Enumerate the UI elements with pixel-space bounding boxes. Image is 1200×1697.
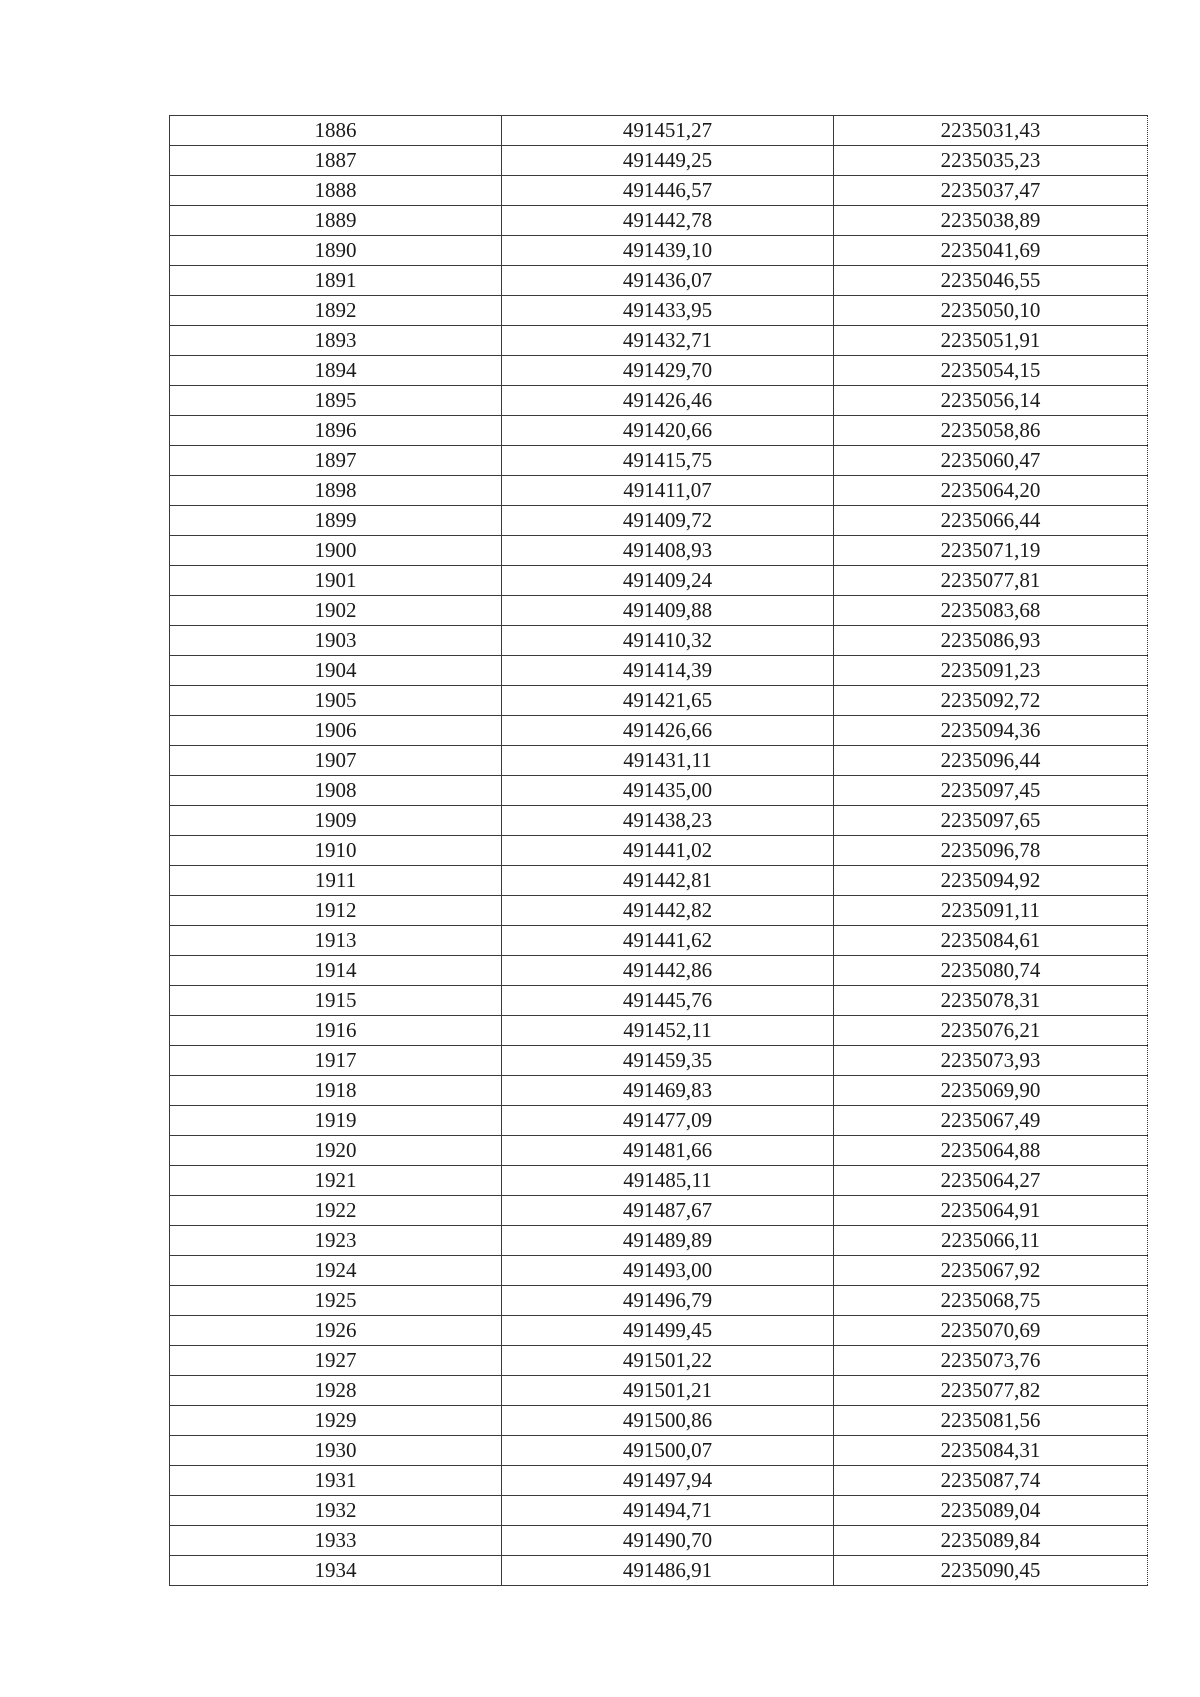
y-coordinate-cell: 2235084,61 <box>834 926 1148 956</box>
y-coordinate-cell: 2235058,86 <box>834 416 1148 446</box>
x-coordinate-cell: 491494,71 <box>502 1496 834 1526</box>
y-coordinate-cell: 2235094,92 <box>834 866 1148 896</box>
table-row <box>170 236 1148 266</box>
point-number-cell: 1916 <box>170 1016 502 1046</box>
table-row <box>170 536 1148 566</box>
y-coordinate-cell: 2235092,72 <box>834 686 1148 716</box>
table-row <box>170 446 1148 476</box>
table-row <box>170 1286 1148 1316</box>
y-coordinate-cell: 2235077,82 <box>834 1376 1148 1406</box>
y-coordinate-cell: 2235097,45 <box>834 776 1148 806</box>
point-number-cell: 1902 <box>170 596 502 626</box>
point-number-cell: 1894 <box>170 356 502 386</box>
point-number-cell: 1914 <box>170 956 502 986</box>
y-coordinate-cell: 2235081,56 <box>834 1406 1148 1436</box>
y-coordinate-cell: 2235089,04 <box>834 1496 1148 1526</box>
y-coordinate-cell: 2235090,45 <box>834 1556 1148 1586</box>
point-number-cell: 1887 <box>170 146 502 176</box>
table-row <box>170 386 1148 416</box>
table-row <box>170 1226 1148 1256</box>
y-coordinate-cell: 2235083,68 <box>834 596 1148 626</box>
y-coordinate-cell: 2235035,23 <box>834 146 1148 176</box>
table-row <box>170 356 1148 386</box>
y-coordinate-cell: 2235041,69 <box>834 236 1148 266</box>
y-coordinate-cell: 2235087,74 <box>834 1466 1148 1496</box>
table-row <box>170 776 1148 806</box>
point-number-cell: 1922 <box>170 1196 502 1226</box>
point-number-cell: 1892 <box>170 296 502 326</box>
table-row <box>170 566 1148 596</box>
table-row <box>170 416 1148 446</box>
x-coordinate-cell: 491409,24 <box>502 566 834 596</box>
y-coordinate-cell: 2235067,49 <box>834 1106 1148 1136</box>
point-number-cell: 1930 <box>170 1436 502 1466</box>
x-coordinate-cell: 491431,11 <box>502 746 834 776</box>
point-number-cell: 1933 <box>170 1526 502 1556</box>
x-coordinate-cell: 491497,94 <box>502 1466 834 1496</box>
y-coordinate-cell: 2235067,92 <box>834 1256 1148 1286</box>
y-coordinate-cell: 2235071,19 <box>834 536 1148 566</box>
point-number-cell: 1895 <box>170 386 502 416</box>
point-number-cell: 1929 <box>170 1406 502 1436</box>
table-row <box>170 296 1148 326</box>
point-number-cell: 1903 <box>170 626 502 656</box>
table-row <box>170 656 1148 686</box>
table-row <box>170 896 1148 926</box>
y-coordinate-cell: 2235069,90 <box>834 1076 1148 1106</box>
x-coordinate-cell: 491414,39 <box>502 656 834 686</box>
point-number-cell: 1928 <box>170 1376 502 1406</box>
y-coordinate-cell: 2235054,15 <box>834 356 1148 386</box>
table-row <box>170 716 1148 746</box>
point-number-cell: 1927 <box>170 1346 502 1376</box>
table-row <box>170 956 1148 986</box>
x-coordinate-cell: 491485,11 <box>502 1166 834 1196</box>
y-coordinate-cell: 2235051,91 <box>834 326 1148 356</box>
x-coordinate-cell: 491415,75 <box>502 446 834 476</box>
y-coordinate-cell: 2235096,44 <box>834 746 1148 776</box>
point-number-cell: 1904 <box>170 656 502 686</box>
y-coordinate-cell: 2235078,31 <box>834 986 1148 1016</box>
table-row <box>170 476 1148 506</box>
x-coordinate-cell: 491435,00 <box>502 776 834 806</box>
y-coordinate-cell: 2235050,10 <box>834 296 1148 326</box>
y-coordinate-cell: 2235064,27 <box>834 1166 1148 1196</box>
y-coordinate-cell: 2235073,76 <box>834 1346 1148 1376</box>
x-coordinate-cell: 491445,76 <box>502 986 834 1016</box>
y-coordinate-cell: 2235038,89 <box>834 206 1148 236</box>
x-coordinate-cell: 491452,11 <box>502 1016 834 1046</box>
point-number-cell: 1899 <box>170 506 502 536</box>
y-coordinate-cell: 2235064,20 <box>834 476 1148 506</box>
table-row <box>170 1106 1148 1136</box>
table-row <box>170 176 1148 206</box>
point-number-cell: 1924 <box>170 1256 502 1286</box>
y-coordinate-cell: 2235046,55 <box>834 266 1148 296</box>
point-number-cell: 1932 <box>170 1496 502 1526</box>
point-number-cell: 1907 <box>170 746 502 776</box>
x-coordinate-cell: 491442,81 <box>502 866 834 896</box>
x-coordinate-cell: 491477,09 <box>502 1106 834 1136</box>
x-coordinate-cell: 491487,67 <box>502 1196 834 1226</box>
y-coordinate-cell: 2235077,81 <box>834 566 1148 596</box>
point-number-cell: 1920 <box>170 1136 502 1166</box>
table-row <box>170 1076 1148 1106</box>
point-number-cell: 1931 <box>170 1466 502 1496</box>
y-coordinate-cell: 2235073,93 <box>834 1046 1148 1076</box>
table-row <box>170 116 1148 146</box>
table-row <box>170 1046 1148 1076</box>
x-coordinate-cell: 491438,23 <box>502 806 834 836</box>
y-coordinate-cell: 2235089,84 <box>834 1526 1148 1556</box>
point-number-cell: 1901 <box>170 566 502 596</box>
x-coordinate-cell: 491489,89 <box>502 1226 834 1256</box>
x-coordinate-cell: 491442,78 <box>502 206 834 236</box>
table-row <box>170 1436 1148 1466</box>
y-coordinate-cell: 2235097,65 <box>834 806 1148 836</box>
x-coordinate-cell: 491436,07 <box>502 266 834 296</box>
point-number-cell: 1900 <box>170 536 502 566</box>
y-coordinate-cell: 2235064,88 <box>834 1136 1148 1166</box>
x-coordinate-cell: 491459,35 <box>502 1046 834 1076</box>
x-coordinate-cell: 491469,83 <box>502 1076 834 1106</box>
x-coordinate-cell: 491493,00 <box>502 1256 834 1286</box>
x-coordinate-cell: 491496,79 <box>502 1286 834 1316</box>
y-coordinate-cell: 2235076,21 <box>834 1016 1148 1046</box>
point-number-cell: 1891 <box>170 266 502 296</box>
point-number-cell: 1923 <box>170 1226 502 1256</box>
point-number-cell: 1896 <box>170 416 502 446</box>
point-number-cell: 1918 <box>170 1076 502 1106</box>
y-coordinate-cell: 2235037,47 <box>834 176 1148 206</box>
x-coordinate-cell: 491441,62 <box>502 926 834 956</box>
table-row <box>170 866 1148 896</box>
point-number-cell: 1912 <box>170 896 502 926</box>
table-row <box>170 1346 1148 1376</box>
table-row <box>170 1016 1148 1046</box>
table-row <box>170 266 1148 296</box>
x-coordinate-cell: 491433,95 <box>502 296 834 326</box>
x-coordinate-cell: 491409,88 <box>502 596 834 626</box>
point-number-cell: 1934 <box>170 1556 502 1586</box>
x-coordinate-cell: 491429,70 <box>502 356 834 386</box>
point-number-cell: 1905 <box>170 686 502 716</box>
y-coordinate-cell: 2235096,78 <box>834 836 1148 866</box>
y-coordinate-cell: 2235066,44 <box>834 506 1148 536</box>
table-row <box>170 1256 1148 1286</box>
y-coordinate-cell: 2235066,11 <box>834 1226 1148 1256</box>
x-coordinate-cell: 491499,45 <box>502 1316 834 1346</box>
table-row <box>170 1556 1148 1586</box>
point-number-cell: 1921 <box>170 1166 502 1196</box>
point-number-cell: 1910 <box>170 836 502 866</box>
x-coordinate-cell: 491420,66 <box>502 416 834 446</box>
point-number-cell: 1897 <box>170 446 502 476</box>
x-coordinate-cell: 491451,27 <box>502 116 834 146</box>
x-coordinate-cell: 491446,57 <box>502 176 834 206</box>
point-number-cell: 1926 <box>170 1316 502 1346</box>
table-row <box>170 596 1148 626</box>
table-row <box>170 146 1148 176</box>
table-row <box>170 1376 1148 1406</box>
y-coordinate-cell: 2235031,43 <box>834 116 1148 146</box>
x-coordinate-cell: 491442,82 <box>502 896 834 926</box>
point-number-cell: 1888 <box>170 176 502 206</box>
x-coordinate-cell: 491501,22 <box>502 1346 834 1376</box>
y-coordinate-cell: 2235060,47 <box>834 446 1148 476</box>
x-coordinate-cell: 491408,93 <box>502 536 834 566</box>
x-coordinate-cell: 491500,07 <box>502 1436 834 1466</box>
y-coordinate-cell: 2235091,11 <box>834 896 1148 926</box>
y-coordinate-cell: 2235056,14 <box>834 386 1148 416</box>
x-coordinate-cell: 491441,02 <box>502 836 834 866</box>
table-row <box>170 836 1148 866</box>
point-number-cell: 1913 <box>170 926 502 956</box>
x-coordinate-cell: 491432,71 <box>502 326 834 356</box>
y-coordinate-cell: 2235064,91 <box>834 1196 1148 1226</box>
x-coordinate-cell: 491426,66 <box>502 716 834 746</box>
y-coordinate-cell: 2235080,74 <box>834 956 1148 986</box>
table-row <box>170 326 1148 356</box>
point-number-cell: 1915 <box>170 986 502 1016</box>
table-row <box>170 1466 1148 1496</box>
table-row <box>170 686 1148 716</box>
x-coordinate-cell: 491421,65 <box>502 686 834 716</box>
point-number-cell: 1908 <box>170 776 502 806</box>
point-number-cell: 1925 <box>170 1286 502 1316</box>
table-row <box>170 746 1148 776</box>
table-row <box>170 206 1148 236</box>
x-coordinate-cell: 491439,10 <box>502 236 834 266</box>
coordinates-table-body <box>170 116 1148 1586</box>
table-row <box>170 986 1148 1016</box>
y-coordinate-cell: 2235084,31 <box>834 1436 1148 1466</box>
point-number-cell: 1911 <box>170 866 502 896</box>
table-row <box>170 1496 1148 1526</box>
point-number-cell: 1909 <box>170 806 502 836</box>
x-coordinate-cell: 491501,21 <box>502 1376 834 1406</box>
x-coordinate-cell: 491411,07 <box>502 476 834 506</box>
coordinates-table <box>169 115 1148 1586</box>
table-row <box>170 506 1148 536</box>
x-coordinate-cell: 491442,86 <box>502 956 834 986</box>
table-row <box>170 806 1148 836</box>
x-coordinate-cell: 491481,66 <box>502 1136 834 1166</box>
point-number-cell: 1917 <box>170 1046 502 1076</box>
table-row <box>170 1406 1148 1436</box>
y-coordinate-cell: 2235091,23 <box>834 656 1148 686</box>
y-coordinate-cell: 2235094,36 <box>834 716 1148 746</box>
y-coordinate-cell: 2235086,93 <box>834 626 1148 656</box>
y-coordinate-cell: 2235068,75 <box>834 1286 1148 1316</box>
table-row <box>170 1316 1148 1346</box>
table-row <box>170 1136 1148 1166</box>
table-row <box>170 926 1148 956</box>
x-coordinate-cell: 491449,25 <box>502 146 834 176</box>
table-row <box>170 1526 1148 1556</box>
table-row <box>170 1196 1148 1226</box>
point-number-cell: 1890 <box>170 236 502 266</box>
point-number-cell: 1919 <box>170 1106 502 1136</box>
x-coordinate-cell: 491410,32 <box>502 626 834 656</box>
point-number-cell: 1898 <box>170 476 502 506</box>
x-coordinate-cell: 491409,72 <box>502 506 834 536</box>
x-coordinate-cell: 491426,46 <box>502 386 834 416</box>
point-number-cell: 1886 <box>170 116 502 146</box>
point-number-cell: 1906 <box>170 716 502 746</box>
y-coordinate-cell: 2235070,69 <box>834 1316 1148 1346</box>
x-coordinate-cell: 491486,91 <box>502 1556 834 1586</box>
table-row <box>170 1166 1148 1196</box>
point-number-cell: 1889 <box>170 206 502 236</box>
x-coordinate-cell: 491500,86 <box>502 1406 834 1436</box>
point-number-cell: 1893 <box>170 326 502 356</box>
table-row <box>170 626 1148 656</box>
x-coordinate-cell: 491490,70 <box>502 1526 834 1556</box>
